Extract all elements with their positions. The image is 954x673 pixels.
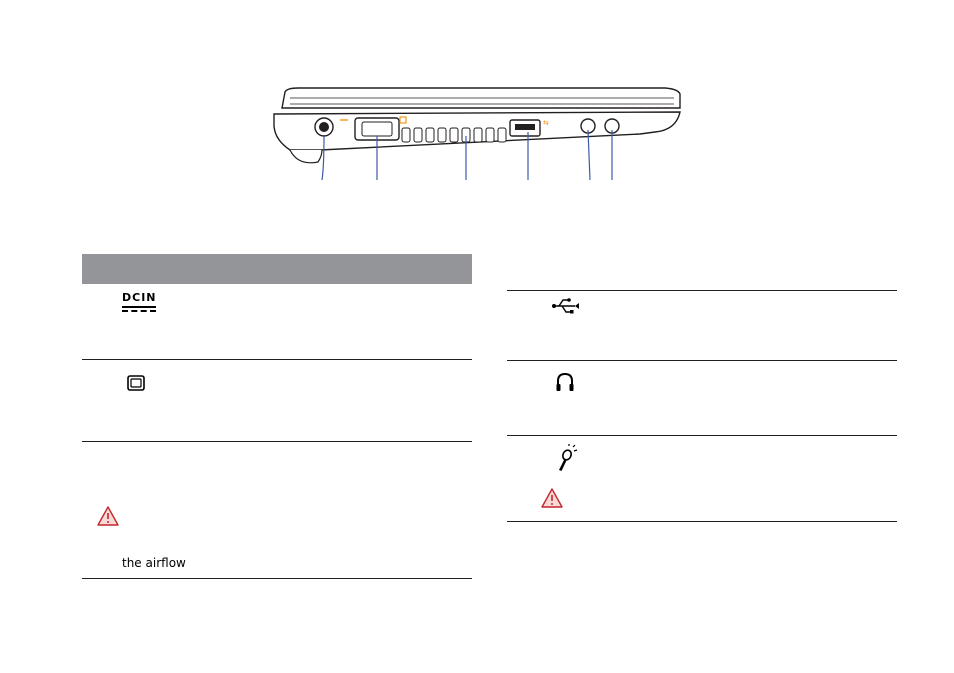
dc-in-symbol-dashed (122, 310, 156, 312)
right-table-top-rule (507, 290, 897, 291)
microphone-icon (554, 444, 580, 472)
left-row-divider-2 (82, 441, 472, 442)
right-table-bottom-rule (507, 521, 897, 522)
warning-icon (96, 505, 120, 527)
laptop-foot (290, 150, 322, 163)
left-row-divider-1 (82, 359, 472, 360)
vga-port-icon (127, 375, 145, 391)
left-table-header (82, 254, 472, 284)
airflow-text: the airflow (122, 556, 186, 570)
left-table-bottom-rule (82, 578, 472, 579)
dc-in-icon (122, 292, 157, 312)
dc-in-symbol (122, 306, 156, 308)
usb-icon (551, 297, 581, 315)
usb-mark: ⇆ (543, 119, 549, 127)
usb-port-inner (515, 124, 535, 130)
dc-in-icon-label: DCIN (122, 291, 157, 304)
right-row-divider-1 (507, 360, 897, 361)
headphone-icon (555, 371, 575, 393)
warning-icon (540, 487, 564, 509)
vga-port-inner (362, 122, 392, 136)
right-row-divider-2 (507, 435, 897, 436)
laptop-side-view-illustration (260, 80, 690, 180)
dc-in-port-inner (319, 122, 329, 132)
ventilation-slots (402, 128, 506, 142)
